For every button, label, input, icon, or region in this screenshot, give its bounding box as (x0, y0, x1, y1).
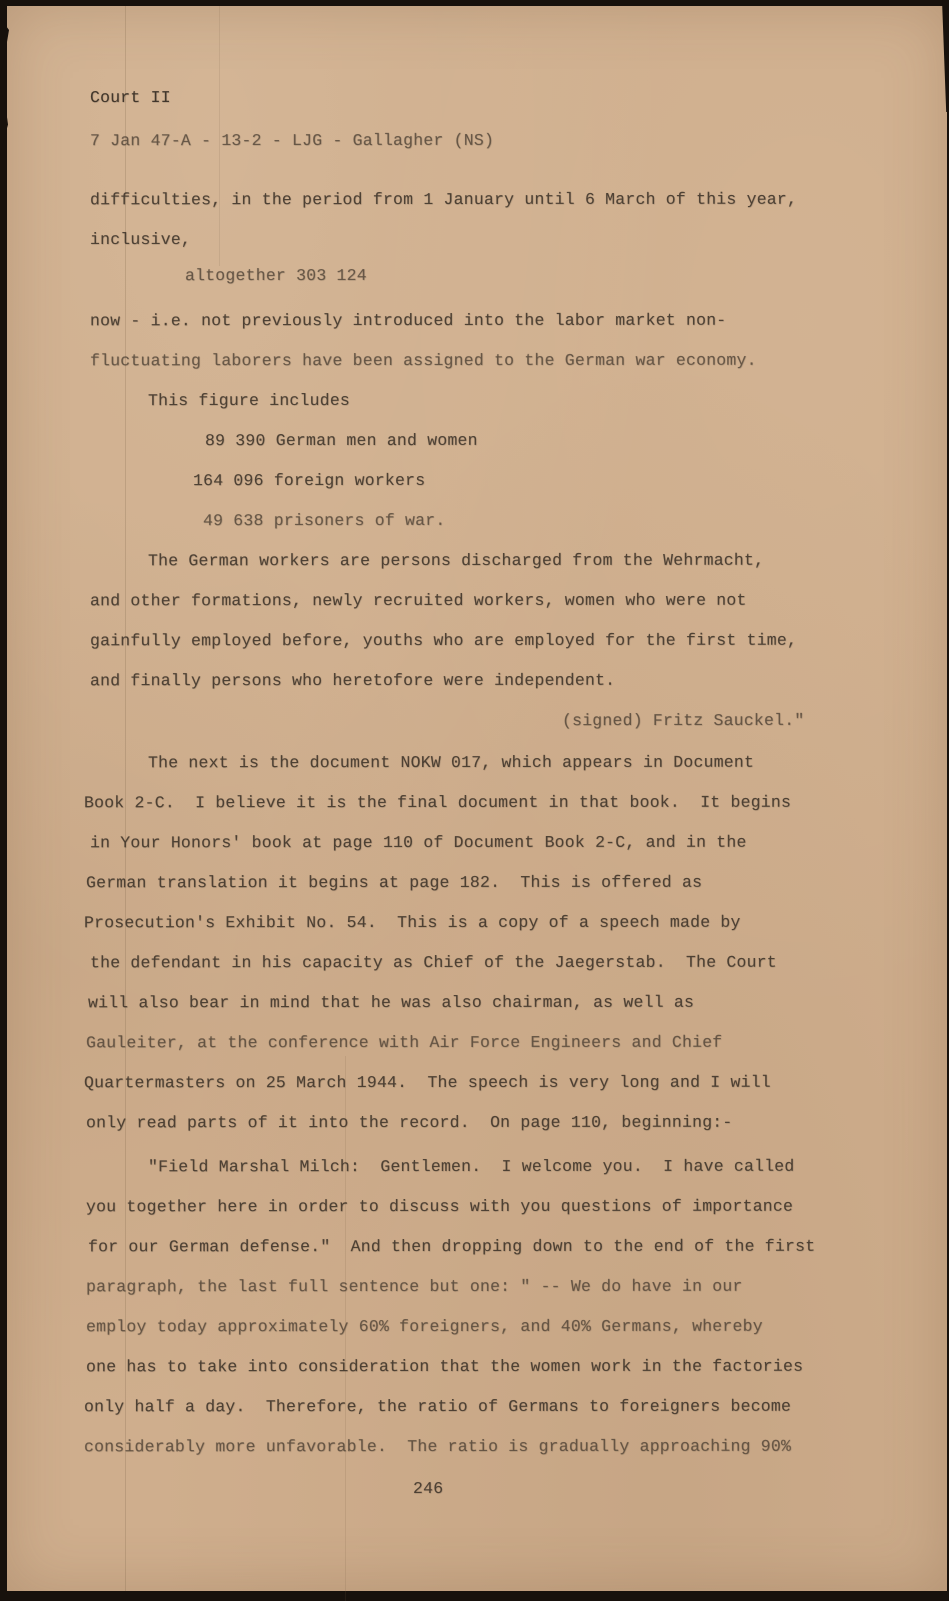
court-header: Court II (89, 87, 171, 108)
text-line: The German workers are persons discharged from the Wehrmacht, (147, 550, 765, 571)
torn-edge (0, 440, 5, 530)
text-line: 89 390 German men and women (204, 430, 478, 451)
text-line: 49 638 prisoners of war. (202, 510, 446, 531)
session-header: 7 Jan 47-A - 13-2 - LJG - Gallagher (NS) (89, 130, 495, 151)
text-line: and other formations, newly recruited workers, women who were not (89, 590, 747, 611)
text-line: altogether 303 124 (184, 265, 367, 286)
text-line: German translation it begins at page 182. This is offered as (85, 872, 703, 893)
text-line: fluctuating laborers have been assigned to the German war economy. (89, 350, 757, 371)
text-line: will also bear in mind that he was also chairman, as well as (87, 992, 695, 1013)
text-line: the defendant in his capacity as Chief of the Jaegerstab. The Court (89, 952, 777, 973)
text-line: inclusive, (89, 229, 192, 250)
text-line: gainfully employed before, youths who are employed for the first time, (89, 630, 798, 651)
signature-line: (signed) Fritz Sauckel." (561, 710, 805, 731)
text-line: "Field Marshal Milch: Gentlemen. I welcome you. I have called (147, 1156, 795, 1177)
text-line: Quartermasters on 25 March 1944. The speech is very long and I will (83, 1072, 771, 1093)
text-line: in Your Honors' book at page 110 of Document Book 2-C, and in the (89, 832, 747, 853)
text-line: This figure includes (147, 390, 351, 411)
text-line: The next is the document NOKW 017, which appears in Document (147, 752, 755, 773)
text-line: Prosecution's Exhibit No. 54. This is a copy of a speech made by (83, 912, 741, 933)
text-line: and finally persons who heretofore were independent. (89, 670, 616, 691)
text-line: for our German defense." And then dropping down to the end of the first (87, 1236, 816, 1257)
text-line: only read parts of it into the record. On page 110, beginning:- (85, 1112, 733, 1133)
text-line: 164 096 foreign workers (192, 470, 426, 491)
text-line: only half a day. Therefore, the ratio of Germans to foreigners become (83, 1396, 792, 1417)
text-line: paragraph, the last full sentence but one: " -- We do have in our (85, 1276, 743, 1297)
text-line: difficulties, in the period from 1 January until 6 March of this year, (89, 189, 798, 210)
text-line: Book 2-C. I believe it is the final document in that book. It begins (83, 792, 792, 813)
page-number: 246 (412, 1478, 444, 1499)
text-line: you together here in order to discuss with you questions of importance (85, 1196, 794, 1217)
text-line: now - i.e. not previously introduced into the labor market non- (89, 310, 727, 331)
text-line: employ today approximately 60% foreigners, and 40% Germans, whereby (85, 1316, 763, 1337)
text-line: Gauleiter, at the conference with Air Force Engineers and Chief (85, 1032, 723, 1053)
text-line: considerably more unfavorable. The ratio is gradually approaching 90% (83, 1436, 792, 1457)
text-line: one has to take into consideration that the women work in the factories (85, 1356, 804, 1377)
